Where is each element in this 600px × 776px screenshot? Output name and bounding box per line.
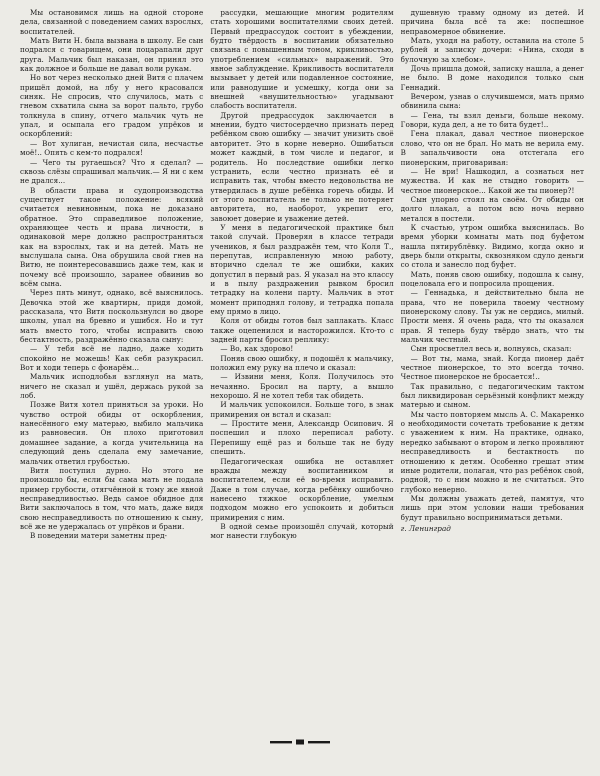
paragraph: Другой предрассудок заключается в мнении, будто чистосердечно признать перед ребёнком свою ошибку — значит унизить своё авторитет. Это в корне неверно. Ошибаться может каждый, в том числе и педагог, и родитель. Но последствие ошибки легко устранить, если честно признать её и исправить так, чтобы вместо недовольства не утвердилась в душе ребёнка горечь обиды. И от этого воспитатель не только не потеряет авторитета, но, наоборот, укрепит его, завоюет доверие и уважение детей.: [210, 110, 394, 223]
ornament-divider: [0, 737, 600, 747]
paragraph: Дочь пришла домой, записку нашла, а денег не было. В доме находился только сын Геннадий.: [400, 64, 584, 92]
paragraph: У меня в педагогической практике был такой случай. Проверяя в классе тетради учеников, я был раздражён тем, что Коля Т., перепутав, исправленную мною работу, вторично сделал те же ошибки, каких допустил в первый раз. Я указал на это классу и в пылу раздражения рывком бросил тетрадку на колени парту. Мальчик в этот момент приподнял голову, и тетрадка попала ему прямо в лицо.: [210, 222, 394, 316]
paragraph: — Не ври! Нашкодил, а сознаться нет мужества. И как не стыдно говорить — честное пионерское... Какой же ты пионер?!: [400, 166, 584, 195]
column-1: [20, 8, 203, 736]
paragraph: В области права и судопроизводства существует такое положение: всякий считается невиновным, пока не доказано обратное. Это справедливое положение, охраняющее честь и права личности, в одинаковой мере должно распространяться как на взрослых, так и на детей. Мать не выслушала сына. Она обрушила свой гнев на Витю, не поинтересовавшись даже тем, как и почему всё произошло, заранее обвинив во всём сына.: [20, 185, 204, 288]
paragraph: Мальчик исподлобья взглянул на мать, ничего не сказал и ушёл, держась рукой за лоб.: [20, 372, 204, 401]
paragraph: Вечером, узнав о случившемся, мать прямо обвинила сына:: [400, 92, 584, 111]
paragraph: рассудки, мешающие многим родителям стать хорошими воспитателями своих детей. Первый предрассудок состоит в убеждении, будто твёрдость в воспитании обязательно связана с повышенным тоном, крикливостью, употреблением «сильных» выражений. Это явное заблуждение. Крикливость воспитателя вызывает у детей или подавленное состояние, или равнодушие и усмешку, когда они за внешней «внушительностью» угадывают слабость воспитателя.: [210, 8, 394, 111]
paragraph: Витя поступил дурно. Но этого не произошло бы, если бы сама мать не подала пример грубости, отягчённой к тому же явной несправедливостью. Ведь самое обидное для Вити заключалось в том, что мать, даже видя свою несправедливость по отношению к сыну, всё же не удержалась от упрёков и брани.: [20, 465, 204, 531]
paragraph: Позже Витя хотел приняться за уроки. Но чувство острой обиды от оскорбления, нанесённого ему матерью, выбило мальчика из равновесия. Он плохо приготовил домашнее задание, а когда учительница на следующий день сделала ему замечание, мальчик ответил грубостью.: [20, 400, 204, 466]
paragraph: — Простите меня, Александр Осипович. Я поспешил и плохо переписал работу. Перепишу ещё раз и больше так не буду спешить.: [210, 419, 394, 457]
paragraph: — Во, как здорово!: [220, 344, 294, 354]
paragraph: Сын просветлел весь и, волнуясь, сказал:: [410, 344, 572, 354]
paragraph: — Извини меня, Коля. Получилось это нечаянно. Бросил на парту, а вышло нехорошо. Я не хотел тебя так обидеть.: [210, 372, 394, 401]
ornament-divider-icon: [270, 738, 330, 746]
paragraph: душевную травму одному из детей. И причина была всё та же: поспешное неправомерное обвинение.: [400, 8, 584, 36]
paragraph: Поняв свою ошибку, я подошёл к мальчику, положил ему руку на плечо и сказал:: [210, 353, 394, 373]
paragraph: Сын упорно стоял на своём. От обиды он долго плакал, а потом всю ночь нервно метался в постели.: [400, 194, 584, 223]
paragraph: — Геннадька, я действительно была не права, что не поверила твоему честному пионерскому слову. Ты уж не сердись, милый. Прости меня. Я очень рада, что ты оказался прав. Я теперь буду твёрдо знать, что ты мальчик честный.: [400, 288, 584, 345]
paragraph: — Гена, ты взял деньги, больше некому. Говори, куда дел, а не то бита будет!..: [400, 110, 584, 130]
paragraph: В поведении матери заметны пред-: [30, 531, 168, 541]
paragraph: — Вот ты, мама, знай. Когда пионер даёт честное пионерское, то это всегда точно. Честное пионерское не бросается!..: [400, 353, 584, 382]
article-columns: [20, 8, 584, 736]
paragraph: К счастью, утром ошибка выяснилась. Во время уборки комнаты мать под буфетом нашла пятирублёвку. Видимо, когда окно и дверь были открыты, сквозняком сдуло деньги со стола и занесло под буфет.: [400, 222, 584, 270]
paragraph: Мы должны уважать детей, памятуя, что лишь при этом условии наши требования будут правильно восприниматься детьми.: [400, 493, 584, 522]
paragraph: Но вот через несколько дней Витя с плачем пришёл домой, на лбу у него красовался синяк. Не спросив, что случилось, мать с гневом схватила сына за ворот пальто, грубо толкнула в спину, отчего мальчик чуть не упал, и осыпала его градом упрёков и оскорблений:: [20, 73, 204, 139]
paragraph: Мы часто повторяем мысль А. С. Макаренко о необходимости сочетать требование к детям с уважением к ним. На практике, однако, нередко забывают о втором и легко проявляют несправедливость и бестактность по отношению к детям. Особенно грешат этим иные родители, полагая, что раз ребёнок свой, родной, то с ним можно и не считаться. Это глубоко неверно.: [400, 409, 584, 494]
paragraph: Мать, поняв свою ошибку, подошла к сыну, поцеловала его и попросила прощения.: [400, 269, 584, 288]
paragraph: — Чего ты ругаешься? Что я сделал? — сквозь слёзы спрашивал мальчик.— Я ни с кем не дрался...: [20, 157, 204, 186]
paragraph: Через пять минут, однако, всё выяснилось. Девочка этой же квартиры, придя домой, рассказала, что Витя поскользнулся во дворе школы, упал на бревно и ушибся. Но и тут мать вместо того, чтобы исправить свою бестактность, раздражённо сказала сыну:: [20, 288, 204, 345]
paragraph: Гена плакал, давал честное пионерское слово, что он не брал. Но мать не верила ему. В запальчивости она отстегала его пионерским, приговаривая:: [400, 129, 584, 167]
paragraph: И мальчик успокоился. Больше того, в знак примирения он встал и сказал:: [210, 400, 394, 419]
author-location: г. Ленинград: [400, 523, 451, 533]
paragraph: Мать, уходя на работу, оставила на столе 5 рублей и записку дочери: «Нина, сходи в булочную за хлебом».: [400, 36, 584, 64]
paragraph: Мать Вити Н. была вызвана в школу. Ее сын подрался с товарищем, они поцарапали друг друга. Мальчик был наказан, он принял это как должное и больше не давал воли рукам.: [20, 36, 204, 74]
paragraph: — Вот хулиган, нечистая сила, несчастье моё!.. Опять с кем-то подрался!: [20, 138, 204, 158]
paragraph: Так правильно, с педагогическим тактом был ликвидирован серьёзный конфликт между матерью и сыном.: [400, 381, 584, 410]
paragraph: В одной семье произошёл случай, который мог нанести глубокую: [210, 521, 394, 541]
column-3: [401, 8, 584, 736]
paragraph: — У тебя всё не ладно, даже ходить спокойно не можешь! Как себя разукрасил. Вот и ходи теперь с фонарём...: [20, 344, 204, 373]
paragraph: Коля от обиды готов был заплакать. Класс также оцепенился и насторожился. Кто-то с задней парты бросил реплику:: [210, 316, 394, 345]
paragraph: Педагогическая ошибка не оставляет вражды между воспитанником и воспитателем, если её во-время исправить. Даже в том случае, когда ребёнку ошибочно нанесено тяжкое оскорбление, умелым подходом можно его успокоить и добиться примирения с ним.: [210, 456, 394, 522]
paragraph: Мы остановимся лишь на одной стороне дела, связанной с поведением самих взрослых, воспитателей.: [20, 8, 204, 36]
column-2: [210, 8, 393, 736]
